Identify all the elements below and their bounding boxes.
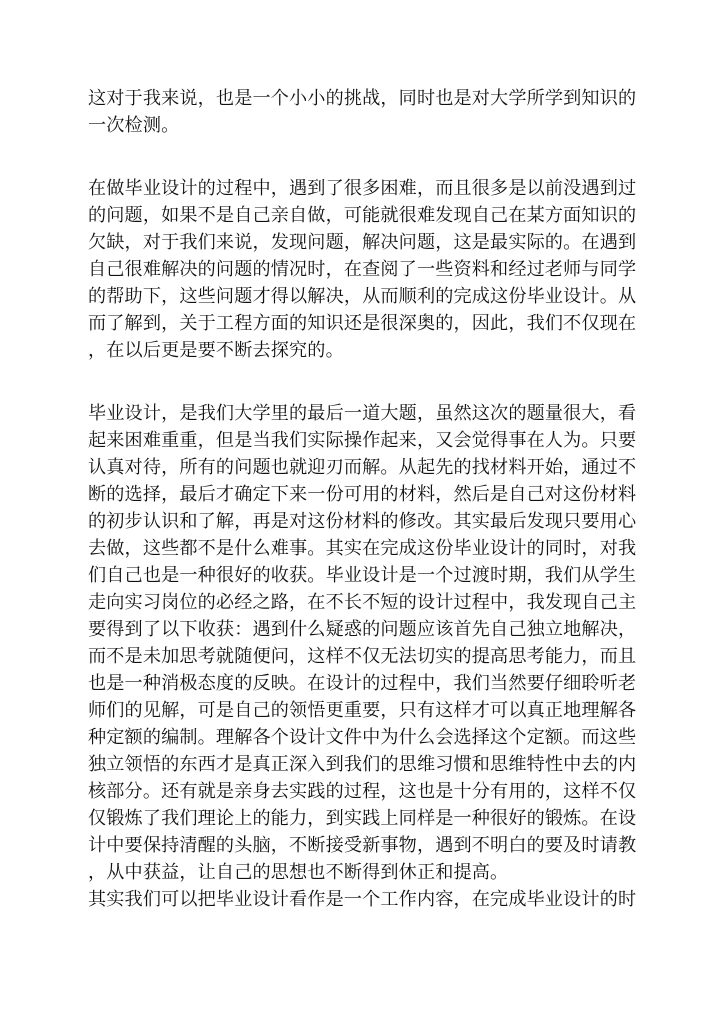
paragraph-3-line-13: 种定额的编制。理解各个设计文件中为什么会选择这个定额。而这些 <box>88 727 637 748</box>
paragraph-3-line-5: 的初步认识和了解，再是对这份材料的修改。其实最后发现只要用心 <box>88 511 637 532</box>
paragraph-3-line-2: 起来困难重重，但是当我们实际操作起来，又会觉得事在人为。只要 <box>88 430 637 451</box>
paragraph-2-line-2: 的问题，如果不是自己亲自做，可能就很难发现自己在某方面知识的 <box>88 205 637 226</box>
paragraph-2-line-5: 的帮助下，这些问题才得以解决，从而顺利的完成这份毕业设计。从 <box>88 286 637 307</box>
paragraph-3-line-10: 而不是未加思考就随便问，这样不仅无法切实的提高思考能力，而且 <box>88 646 637 667</box>
paragraph-1-line-1: 这对于我来说，也是一个小小的挑战，同时也是对大学所学到知识的 <box>88 88 637 109</box>
paragraph-3-line-6: 去做，这些都不是什么难事。其实在完成这份毕业设计的同时，对我 <box>88 538 637 559</box>
paragraph-3-line-17: 计中要保持清醒的头脑，不断接受新事物，遇到不明白的要及时请教 <box>88 835 637 856</box>
paragraph-3-line-1: 毕业设计，是我们大学里的最后一道大题，虽然这次的题量很大，看 <box>88 403 637 424</box>
paragraph-3-line-8: 走向实习岗位的必经之路，在不长不短的设计过程中，我发现自己主 <box>88 592 637 613</box>
paragraph-3-line-16: 仅锻炼了我们理论上的能力，到实践上同样是一种很好的锻炼。在设 <box>88 808 637 829</box>
paragraph-2-line-4: 自己很难解决的问题的情况时，在查阅了一些资料和经过老师与同学 <box>88 259 637 280</box>
paragraph-2-line-7: ，在以后更是要不断去探究的。 <box>88 340 344 361</box>
paragraph-3-line-15: 核部分。还有就是亲身去实践的过程，这也是十分有用的，这样不仅 <box>88 781 637 802</box>
paragraph-3-line-18: ，从中获益，让自己的思想也不断得到休正和提高。 <box>88 862 509 883</box>
paragraph-1-line-2: 一次检测。 <box>88 115 180 136</box>
paragraph-3-line-3: 认真对待，所有的问题也就迎刃而解。从起先的找材料开始，通过不 <box>88 457 637 478</box>
paragraph-3-line-19: 其实我们可以把毕业设计看作是一个工作内容，在完成毕业设计的时 <box>88 889 637 910</box>
paragraph-3-line-11: 也是一种消极态度的反映。在设计的过程中，我们当然要仔细聆听老 <box>88 673 637 694</box>
paragraph-2-line-3: 欠缺，对于我们来说，发现问题，解决问题，这是最实际的。在遇到 <box>88 232 637 253</box>
paragraph-3-line-12: 师们的见解，可是自己的领悟更重要，只有这样才可以真正地理解各 <box>88 700 637 721</box>
paragraph-3-line-7: 们自己也是一种很好的收获。毕业设计是一个过渡时期，我们从学生 <box>88 565 637 586</box>
paragraph-2-line-6: 而了解到，关于工程方面的知识还是很深奥的，因此，我们不仅现在 <box>88 313 637 334</box>
paragraph-3-line-4: 断的选择，最后才确定下来一份可用的材料，然后是自己对这份材料 <box>88 484 637 505</box>
paragraph-3-line-14: 独立领悟的东西才是真正深入到我们的思维习惯和思维特性中去的内 <box>88 754 637 775</box>
paragraph-3-line-9: 要得到了以下收获：遇到什么疑惑的问题应该首先自己独立地解决， <box>88 619 637 640</box>
paragraph-2-line-1: 在做毕业设计的过程中，遇到了很多困难，而且很多是以前没遇到过 <box>88 178 637 199</box>
